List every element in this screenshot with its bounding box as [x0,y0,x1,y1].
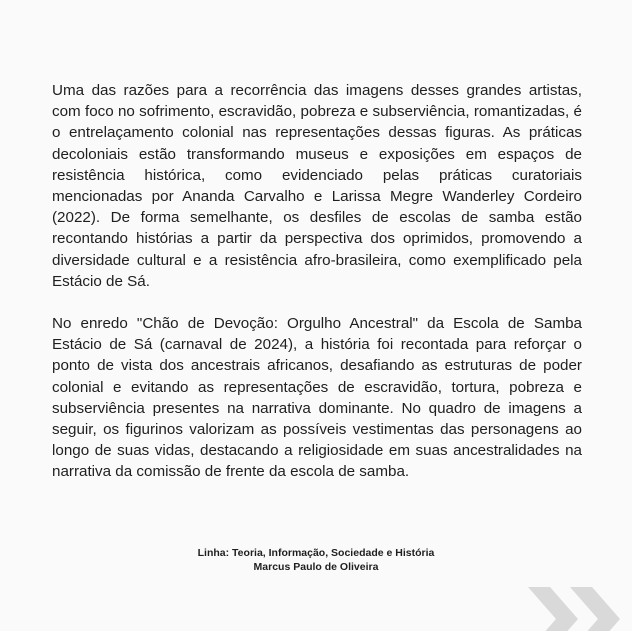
credits [0,546,632,574]
author-name: Marcus Paulo de Oliveira [253,561,379,573]
double-chevron-right-icon [526,581,632,631]
paragraph-2: No enredo "Chão de Devoção: Orgulho Ancestral" da Escola de Samba Estácio de Sá (carnaval de 2024), a história foi recontada para reforçar o ponto de vista dos ancestrais africanos, desafiando as estruturas de poder colonial e evitando as representações de escravidão, tortura, pobreza e subserviência presentes na narrativa dominante. No quadro de imagens a seguir, os figurinos valorizam as possíveis vestimentas das personagens ao longo de suas vidas, destacando a religiosidade em suas ancestralidades na narrativa da comissão de frente da escola de samba. [52,315,582,481]
credit-line: Linha: Teoria, Informação, Sociedade e História [197,547,435,559]
paragraph-1: Uma das razões para a recorrência das imagens desses grandes artistas, com foco no sofrimento, escravidão, pobreza e subserviência, romantizadas, é o entrelaçamento colonial nas representações dessas figuras. As práticas decoloniais estão transformando museus e exposições em espaços de resistência histórica, como evidenciado pelas práticas curatoriais mencionadas por Ananda Carvalho e Larissa Megre Wanderley Cordeiro (2022). De forma semelhante, os desfiles de escolas de samba estão recontando histórias a partir da perspectiva dos oprimidos, promovendo a diversidade cultural e a resistência afro-brasileira, como exemplificado pela Estácio de Sá. [52,82,582,290]
body-text [52,80,582,483]
next-page-button[interactable] [526,581,632,631]
